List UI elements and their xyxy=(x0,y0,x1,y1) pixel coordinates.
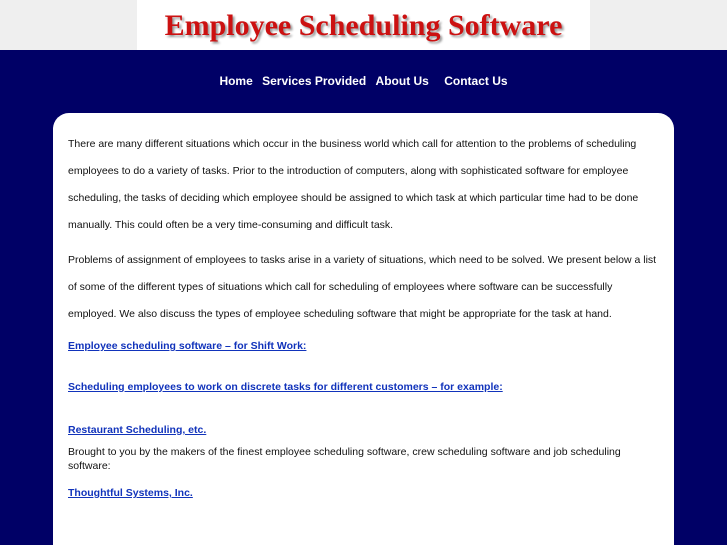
discrete-tasks-link[interactable]: Scheduling employees to work on discrete tasks for different customers – for example: xyxy=(68,381,503,393)
nav-home[interactable]: Home xyxy=(219,74,253,88)
shift-work-link[interactable]: Employee scheduling software – for Shift Work: xyxy=(68,340,307,352)
main-nav xyxy=(0,74,727,88)
nav-contact-us[interactable]: Contact Us xyxy=(444,74,508,88)
brought-by-text: Brought to you by the makers of the finest employee scheduling software, crew scheduling software and job scheduling software: xyxy=(68,446,621,472)
restaurant-scheduling-link[interactable]: Restaurant Scheduling, etc. xyxy=(68,424,207,436)
nav-services-provided[interactable]: Services Provided xyxy=(262,74,367,88)
problems-paragraph: Problems of assignment of employees to tasks arise in a variety of situations, which need to be solved. We present below a list of some of the different types of situations which call for scheduling of employees where software can be successfully employed. We also discuss the types of employee scheduling software that might be appropriate for the task at hand. xyxy=(68,254,657,320)
banner-title: Employee Scheduling Software xyxy=(164,9,563,42)
company-link[interactable]: Thoughtful Systems, Inc. xyxy=(68,487,193,499)
banner xyxy=(137,0,590,50)
intro-paragraph: There are many different situations which occur in the business world which call for attention to the problems of scheduling employees to do a variety of tasks. Prior to the introduction of computers, along with sophisticated software for employee scheduling, the tasks of deciding which employee should be assigned to which task at which particular time had to be done manually. This could often be a very time-consuming and difficult task. xyxy=(68,138,639,231)
nav-about-us[interactable]: About Us xyxy=(375,74,429,88)
content-panel xyxy=(53,113,674,545)
